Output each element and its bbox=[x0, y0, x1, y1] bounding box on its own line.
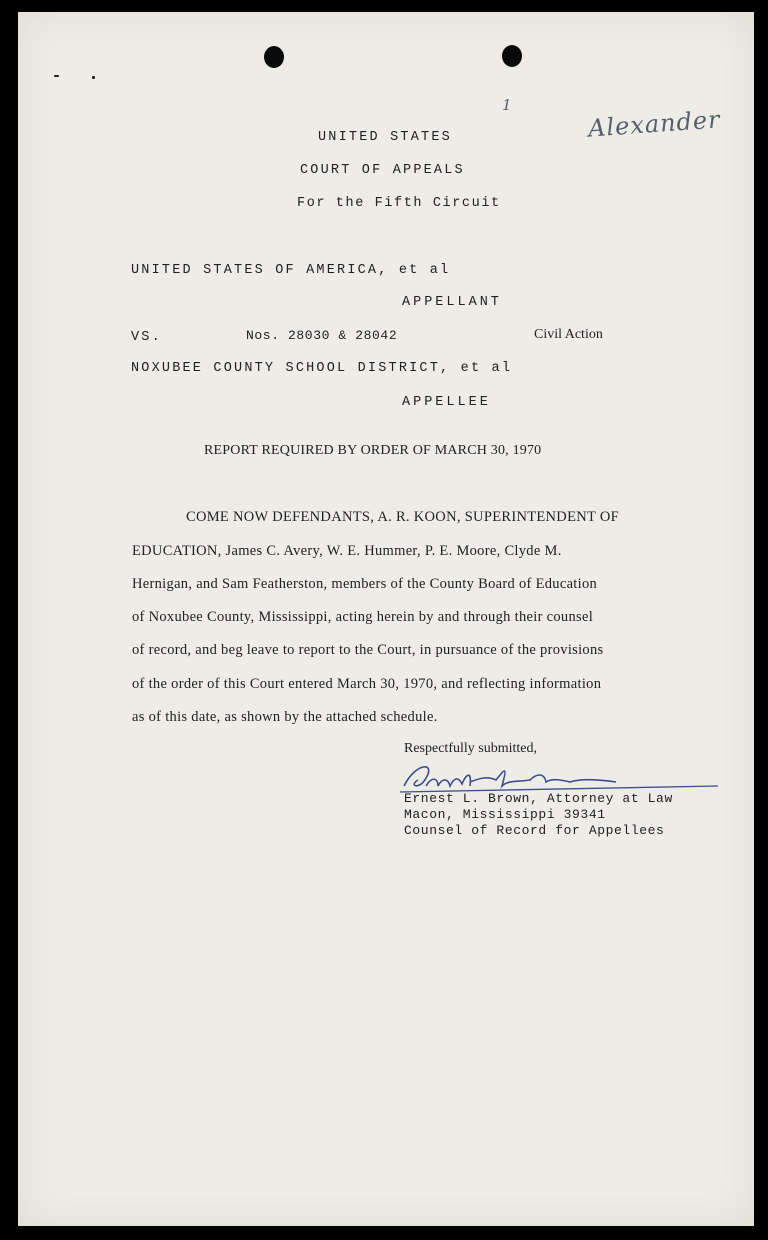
attorney-address: Macon, Mississippi 39341 bbox=[404, 807, 606, 822]
closing-line: Respectfully submitted, bbox=[404, 741, 537, 756]
body-line: as of this date, as shown by the attached schedule. bbox=[132, 709, 438, 725]
court-name-line1: UNITED STATES bbox=[318, 130, 452, 145]
court-name-line3: For the Fifth Circuit bbox=[297, 196, 501, 211]
attorney-role: Counsel of Record for Appellees bbox=[404, 823, 665, 838]
body-line: COME NOW DEFENDANTS, A. R. KOON, SUPERINTENDENT OF bbox=[186, 509, 619, 525]
body-line: of the order of this Court entered March 30, 1970, and reflecting information bbox=[132, 676, 602, 692]
body-line: EDUCATION, James C. Avery, W. E. Hummer, P. E. Moore, Clyde M. bbox=[132, 543, 562, 559]
court-name-line2: COURT OF APPEALS bbox=[300, 163, 465, 178]
handwritten-name: Alexander bbox=[587, 105, 722, 143]
case-numbers: Nos. 28030 & 28042 bbox=[246, 328, 398, 343]
handwritten-mark: 1 bbox=[502, 96, 512, 114]
punch-hole-left bbox=[264, 46, 284, 68]
report-title: REPORT REQUIRED BY ORDER OF MARCH 30, 1970 bbox=[204, 443, 542, 458]
versus-label: VS. bbox=[131, 330, 162, 345]
body-line: Hernigan, and Sam Featherston, members of the County Board of Education bbox=[132, 576, 598, 592]
body-line: of Noxubee County, Mississippi, acting herein by and through their counsel bbox=[132, 609, 594, 625]
body-line: of record, and beg leave to report to the Court, in pursuance of the provisions bbox=[132, 642, 604, 658]
paper-speck bbox=[92, 76, 95, 79]
plaintiff-role: APPELLANT bbox=[402, 295, 502, 310]
action-type: Civil Action bbox=[534, 327, 603, 342]
punch-hole-right bbox=[502, 45, 522, 67]
attorney-name: Ernest L. Brown, Attorney at Law bbox=[404, 791, 673, 806]
defendant-role: APPELLEE bbox=[402, 395, 491, 410]
defendant-name: NOXUBEE COUNTY SCHOOL DISTRICT, et al bbox=[131, 361, 513, 376]
plaintiff-name: UNITED STATES OF AMERICA, et al bbox=[131, 263, 451, 278]
paper-speck bbox=[54, 75, 59, 77]
